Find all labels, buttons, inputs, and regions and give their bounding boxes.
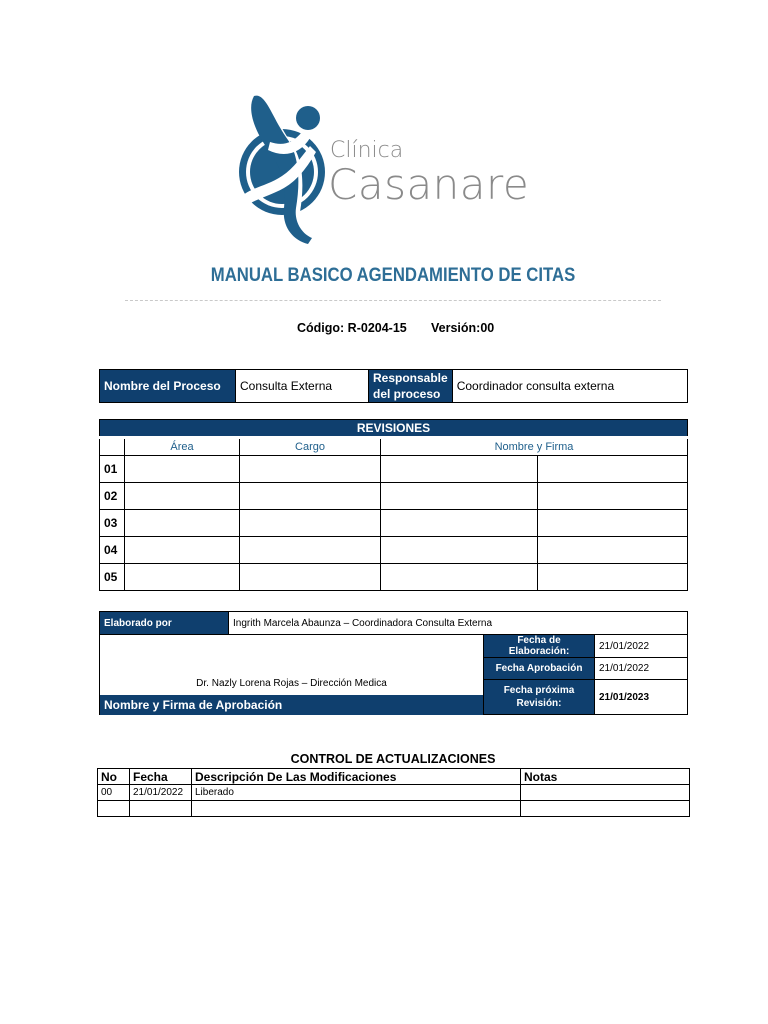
process-owner-label [369,370,453,403]
revision-cell [125,510,240,537]
next-review-label-line1: Fecha próxima [503,685,575,696]
approver-area [100,635,484,715]
elaboration-date-value: 21/01/2022 [595,635,688,658]
revision-cell [125,456,240,483]
revision-cell [240,510,381,537]
revision-row-number: 03 [100,510,125,537]
revision-cell [240,537,381,564]
updates-header-fecha: Fecha [130,769,192,785]
logo-text-clinica: Clínica [330,138,404,163]
revision-cell [240,564,381,591]
clinic-logo-icon [230,92,330,248]
revision-cell [125,537,240,564]
updates-cell: 00 [98,785,130,801]
revisions-title: REVISIONES [100,420,688,438]
revision-cell [381,510,538,537]
revision-row-number: 05 [100,564,125,591]
revisions-header-area: Área [125,438,240,456]
revision-cell [381,564,538,591]
process-owner-value: Coordinador consulta externa [452,370,687,403]
next-review-label [484,680,595,715]
updates-cell: Liberado [192,785,521,801]
document-version: Versión:00 [431,321,495,335]
updates-cell [192,801,521,817]
revisions-header-cargo: Cargo [240,438,381,456]
revision-cell [538,564,688,591]
approver-name: Dr. Nazly Lorena Rojas – Dirección Medica [196,677,387,689]
revision-row-number: 02 [100,483,125,510]
revision-row-number: 04 [100,537,125,564]
logo-text-casanare: Casanare [328,160,530,209]
revision-row-number: 01 [100,456,125,483]
prepared-by-label: Elaborado por [100,612,229,635]
process-name-value: Consulta Externa [236,370,369,403]
revision-cell [125,483,240,510]
revisions-header-blank [100,438,125,456]
prepared-by-value: Ingrith Marcela Abaunza – Coordinadora Consulta Externa [229,612,688,635]
document-title: MANUAL BASICO AGENDAMIENTO DE CITAS [210,265,576,286]
next-review-label-line2: Revisión: [516,698,562,709]
updates-header-no: No [98,769,130,785]
approval-date-label: Fecha Aprobación [484,658,595,680]
revisions-table [99,419,688,591]
revision-cell [381,483,538,510]
approval-table [99,611,688,715]
revision-cell [240,456,381,483]
document-code: Código: R-0204-15 [297,321,407,335]
revision-cell [240,483,381,510]
updates-cell: 21/01/2022 [130,785,192,801]
updates-header-notas: Notas [521,769,690,785]
updates-header-descripcion: Descripción De Las Modificaciones [192,769,521,785]
updates-control-title: CONTROL DE ACTUALIZACIONES [290,752,496,766]
updates-cell [521,785,690,801]
revisions-header-nombre-firma: Nombre y Firma [381,438,688,456]
process-table [99,369,688,403]
clinic-logo [230,92,330,248]
revision-cell [538,537,688,564]
approval-date-value: 21/01/2022 [595,658,688,680]
approval-signature-label: Nombre y Firma de Aprobación [100,695,483,715]
next-review-value: 21/01/2023 [595,680,688,715]
title-divider [125,300,661,301]
revision-cell [538,456,688,483]
revision-cell [125,564,240,591]
process-name-label: Nombre del Proceso [100,370,236,403]
process-owner-label-line1: Responsable [373,371,448,385]
process-owner-label-line2: del proceso [373,387,441,401]
updates-cell [130,801,192,817]
elaboration-date-label: Fecha de Elaboración: [484,635,595,658]
revision-cell [538,510,688,537]
revision-cell [381,456,538,483]
updates-cell [521,801,690,817]
updates-cell [98,801,130,817]
revision-cell [538,483,688,510]
revision-cell [381,537,538,564]
updates-control-table [97,768,690,817]
